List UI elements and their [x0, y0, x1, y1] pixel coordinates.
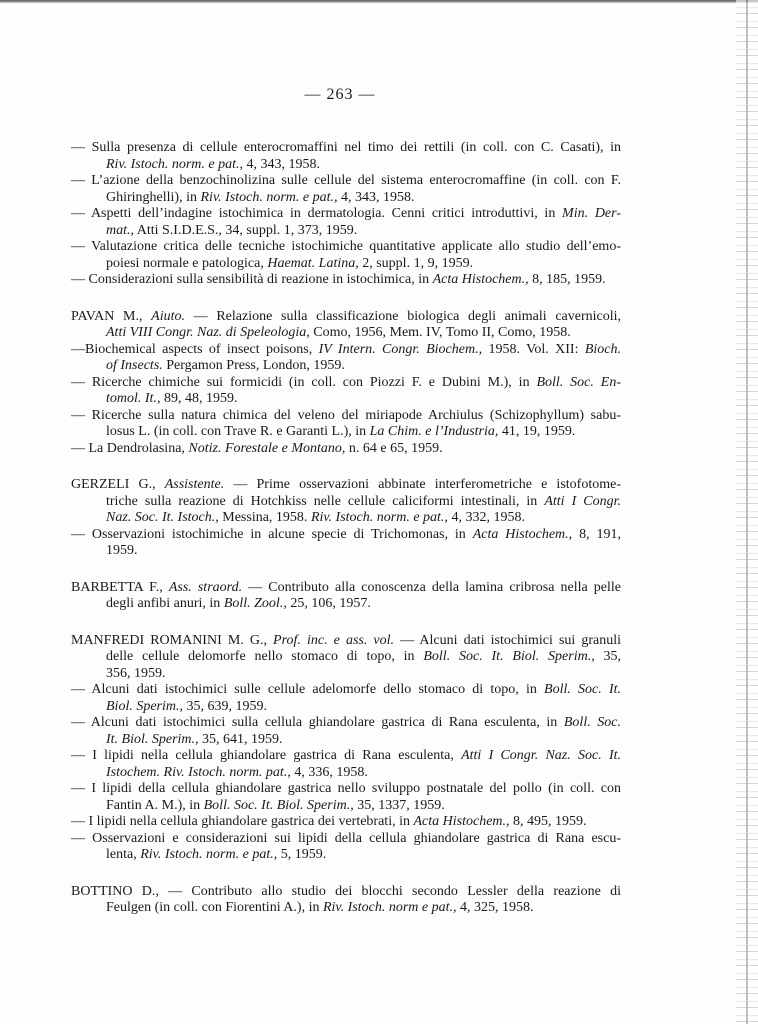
entry-line: [71, 798, 621, 815]
journal-title: IV Intern. Congr. Biochem.,: [318, 341, 483, 357]
journal-title: Riv. Istoch. norm. e pat.,: [200, 189, 338, 205]
entry-text: 5, 1959.: [277, 847, 327, 862]
journal-title: Boll. Soc. It. Biol. Sperim.,: [203, 797, 354, 813]
bibliography-entry: [71, 781, 621, 814]
journal-title: Boll. Soc. It. Biol. Sperim.,: [423, 649, 595, 664]
bibliography-entry: [71, 441, 621, 458]
entry-text: 35, 639, 1959.: [183, 698, 267, 714]
entry-text: BARBETTA F.,: [71, 579, 169, 595]
bibliography-entry: [71, 140, 621, 173]
entry-line: [71, 682, 621, 699]
entry-text: Como, 1956, Mem. IV, Tomo II, Como, 1958.: [309, 325, 571, 340]
journal-title: Acta Histochem.,: [413, 814, 510, 829]
entry-text: 1958. Vol. XII:: [482, 341, 585, 357]
journal-title: mat.,: [106, 222, 134, 238]
entry-line: [71, 596, 621, 613]
entry-text: —Biochemical aspects of insect poisons,: [71, 341, 319, 357]
entry-line: [71, 715, 621, 732]
entry-text: 2, suppl. 1, 9, 1959.: [358, 255, 474, 271]
bibliography-entry: [71, 831, 621, 864]
bibliography-entry: [71, 239, 621, 272]
entry-text: delle cellule delomorfe nello stomaco di topo, in: [106, 649, 424, 664]
entry-text: — L’azione della benzochinolizina sulle cellule del sistema enterocromaffine (in coll. con F.: [71, 173, 621, 188]
entry-text: — Prime osservazioni abbinate interferometriche e istofotome-: [224, 477, 621, 492]
entry-text: — Relazione sulla classificazione biologica degli animali cavernicoli,: [184, 308, 621, 324]
entry-text: — Valutazione critica delle tecniche istochimiche quantitative applicate allo studio dell’emo-: [71, 239, 621, 254]
journal-title: Min. Der-: [562, 206, 621, 221]
journal-title: Boll. Soc. En-: [536, 374, 621, 390]
journal-title: Ass. straord.: [168, 579, 243, 595]
entry-line: [71, 173, 621, 190]
author-section: [71, 884, 621, 917]
entry-text: 89, 48, 1959.: [160, 391, 238, 406]
journal-title: Atti VIII Congr. Naz. di Speleologia,: [106, 325, 310, 340]
journal-title: Boll. Soc. It.: [544, 682, 621, 697]
journal-title: Acta Histochem.,: [472, 526, 573, 542]
entry-line: [71, 666, 621, 683]
journal-title: Boll. Soc.: [563, 715, 621, 730]
entry-line: [71, 309, 621, 326]
bibliography-entry: [71, 206, 621, 239]
entry-line: [71, 190, 621, 207]
bibliography-entry: [71, 748, 621, 781]
entry-line: [71, 325, 621, 342]
entry-text: Feulgen (in coll. con Fiorentini A.), in: [106, 900, 323, 915]
entry-line: [71, 831, 621, 848]
bibliography-entry: [71, 272, 621, 289]
journal-title: Boll. Zool.,: [223, 596, 287, 611]
bibliography-entry: [71, 884, 621, 917]
entry-text: 4, 343, 1958.: [243, 156, 320, 172]
entry-text: — La Dendrolasina,: [71, 440, 189, 456]
entry-line: [71, 527, 621, 544]
entry-text: MANFREDI ROMANINI M. G.,: [71, 632, 274, 648]
journal-title: Atti I Congr.: [544, 493, 621, 509]
entry-text: 356, 1959.: [106, 665, 166, 681]
entry-line: [71, 699, 621, 716]
entry-line: [71, 256, 621, 273]
author-section: [71, 477, 621, 560]
journal-title: Riv. Istoch. norm. e pat.,: [310, 510, 448, 525]
entry-line: [71, 494, 621, 511]
entry-text: 35, 641, 1959.: [198, 731, 283, 747]
entry-line: [71, 342, 621, 359]
entry-text: Pergamon Press, London, 1959.: [162, 358, 345, 373]
entry-text: poiesi normale e patologica,: [106, 255, 268, 271]
entry-text: — Considerazioni sulla sensibilità di reazione in istochimica, in: [71, 272, 433, 287]
journal-title: Naz. Soc. It. Istoch.,: [106, 510, 219, 525]
entry-line: [71, 375, 621, 392]
entry-line: [71, 239, 621, 256]
entry-text: — Contributo alla conoscenza della lamina cribrosa nella pelle: [242, 579, 621, 595]
entry-text: 25, 106, 1957.: [286, 596, 371, 611]
entry-line: [71, 206, 621, 223]
journal-title: Haemat. Latina,: [267, 255, 359, 271]
entry-text: n. 64 e 65, 1959.: [345, 440, 443, 456]
entry-text: 8, 191,: [572, 526, 622, 542]
entry-text: — Ricerche chimiche sui formicidi (in coll. con Piozzi F. e Dubini M.), in: [71, 374, 537, 390]
journal-title: La Chim. e l’Industria,: [369, 424, 499, 439]
bibliography-entry: [71, 715, 621, 748]
entry-text: 35, 1337, 1959.: [353, 797, 445, 813]
bibliography-entry: [71, 309, 621, 342]
entry-line: [71, 580, 621, 597]
entry-line: [71, 441, 621, 458]
journal-title: Aiuto.: [151, 308, 185, 324]
bibliography-entry: [71, 682, 621, 715]
entry-line: [71, 748, 621, 765]
entry-line: [71, 633, 621, 650]
entry-line: [71, 140, 621, 157]
entry-text: — I lipidi della cellula ghiandolare gastrica nello sviluppo postnatale del pollo (in coll. con: [71, 781, 621, 796]
entry-text: 1959.: [106, 543, 138, 558]
entry-line: [71, 765, 621, 782]
entry-line: [71, 157, 621, 174]
entry-text: — Alcuni dati istochimici sui granuli: [394, 632, 622, 648]
entry-line: [71, 847, 621, 864]
entry-line: [71, 408, 621, 425]
entry-text: — I lipidi nella cellula ghiandolare gastrica di Rana esculenta,: [71, 748, 462, 763]
author-section: [71, 309, 621, 458]
entry-line: [71, 358, 621, 375]
author-section: [71, 633, 621, 864]
entry-text: 41, 19, 1959.: [498, 424, 576, 439]
entry-text: — I lipidi nella cellula ghiandolare gastrica dei vertebrati, in: [71, 814, 414, 829]
journal-title: Atti I Congr. Naz. Soc. It.: [461, 748, 622, 763]
entry-text: 8, 495, 1959.: [509, 814, 587, 829]
journal-title: Bioch.: [584, 341, 621, 357]
page-number: — 263 —: [304, 86, 376, 103]
journal-title: Assistente.: [164, 477, 225, 492]
entry-line: [71, 543, 621, 560]
entry-text: 4, 325, 1958.: [456, 900, 534, 915]
entry-text: — Osservazioni e considerazioni sui lipidi della cellula ghiandolare gastrica di Rana escu-: [71, 830, 621, 846]
journal-title: Riv. Istoch. norm. e pat.,: [140, 847, 278, 862]
entry-text: 35,: [594, 649, 622, 664]
entry-line: [71, 424, 621, 441]
entry-line: [71, 477, 621, 494]
author-section: [71, 580, 621, 613]
entry-text: GERZELI G.,: [71, 477, 165, 492]
entry-line: [71, 510, 621, 527]
journal-title: It. Biol. Sperim.,: [106, 731, 199, 747]
entry-text: BOTTINO D., — Contributo allo studio dei blocchi secondo Lessler della reazione di: [71, 883, 621, 899]
journal-title: Riv. Istoch. norm. e pat.,: [106, 156, 243, 172]
bibliography: [71, 140, 621, 917]
entry-text: losus L. (in coll. con Trave R. e Garanti L.), in: [106, 424, 370, 439]
entry-line: [71, 649, 621, 666]
journal-title: Notiz. Forestale e Montano,: [188, 440, 346, 456]
journal-title: Biol. Sperim.,: [106, 698, 183, 714]
journal-title: Prof. inc. e ass. vol.: [273, 632, 395, 648]
entry-text: — Aspetti dell’indagine istochimica in dermatologia. Cenni critici introduttivi, in: [71, 206, 563, 221]
entry-line: [71, 391, 621, 408]
entry-text: 4, 332, 1958.: [447, 510, 525, 525]
entry-text: Ghiringhelli), in: [106, 189, 201, 205]
bibliography-entry: [71, 814, 621, 831]
bibliography-entry: [71, 408, 621, 441]
entry-line: [71, 223, 621, 240]
journal-title: Riv. Istoch. norm e pat.,: [322, 900, 457, 915]
entry-line: [71, 781, 621, 798]
entry-text: triche sulla reazione di Hotchkiss nelle cellule caliciformi intestinali, in: [106, 493, 545, 509]
entry-text: — Sulla presenza di cellule enterocromaffini nel timo dei rettili (in coll. con C. Casati), in: [71, 140, 621, 155]
bibliography-entry: [71, 375, 621, 408]
journal-title: Istochem. Riv. Istoch. norm. pat.,: [106, 764, 291, 780]
bibliography-entry: [71, 527, 621, 560]
entry-line: [71, 732, 621, 749]
entry-text: Atti S.I.D.E.S., 34, suppl. 1, 373, 1959.: [134, 222, 358, 238]
entry-text: PAVAN M.,: [71, 308, 152, 324]
bibliography-entry: [71, 173, 621, 206]
entry-line: [71, 884, 621, 901]
entry-text: lenta,: [106, 847, 141, 862]
journal-title: of Insects.: [106, 358, 163, 373]
entry-line: [71, 272, 621, 289]
journal-title: Acta Histochem.,: [432, 272, 529, 287]
entry-text: — Alcuni dati istochimici sulle cellule adelomorfe dello stomaco di topo, in: [71, 682, 545, 697]
entry-text: degli anfibi anuri, in: [106, 596, 224, 611]
bibliography-entry: [71, 580, 621, 613]
entry-text: 4, 343, 1958.: [337, 189, 415, 205]
scan-edge-top: [0, 0, 758, 3]
scan-edge-right: [736, 0, 758, 1024]
entry-text: Fantin A. M.), in: [106, 797, 204, 813]
entry-text: — Osservazioni istochimiche in alcune specie di Trichomonas, in: [71, 526, 473, 542]
bibliography-entry: [71, 342, 621, 375]
journal-title: tomol. It.,: [106, 391, 161, 406]
bibliography-entry: [71, 477, 621, 527]
entry-text: — Ricerche sulla natura chimica del veleno del miriapode Archiulus (Schizophyllum) sabu-: [71, 407, 621, 423]
author-section: [71, 140, 621, 289]
entry-line: [71, 814, 621, 831]
entry-line: [71, 900, 621, 917]
bibliography-entry: [71, 633, 621, 683]
entry-text: Messina, 1958.: [218, 510, 311, 525]
entry-text: — Alcuni dati istochimici sulla cellula ghiandolare gastrica di Rana esculenta, in: [71, 715, 564, 730]
entry-text: 4, 336, 1958.: [290, 764, 368, 780]
entry-text: 8, 185, 1959.: [528, 272, 606, 287]
